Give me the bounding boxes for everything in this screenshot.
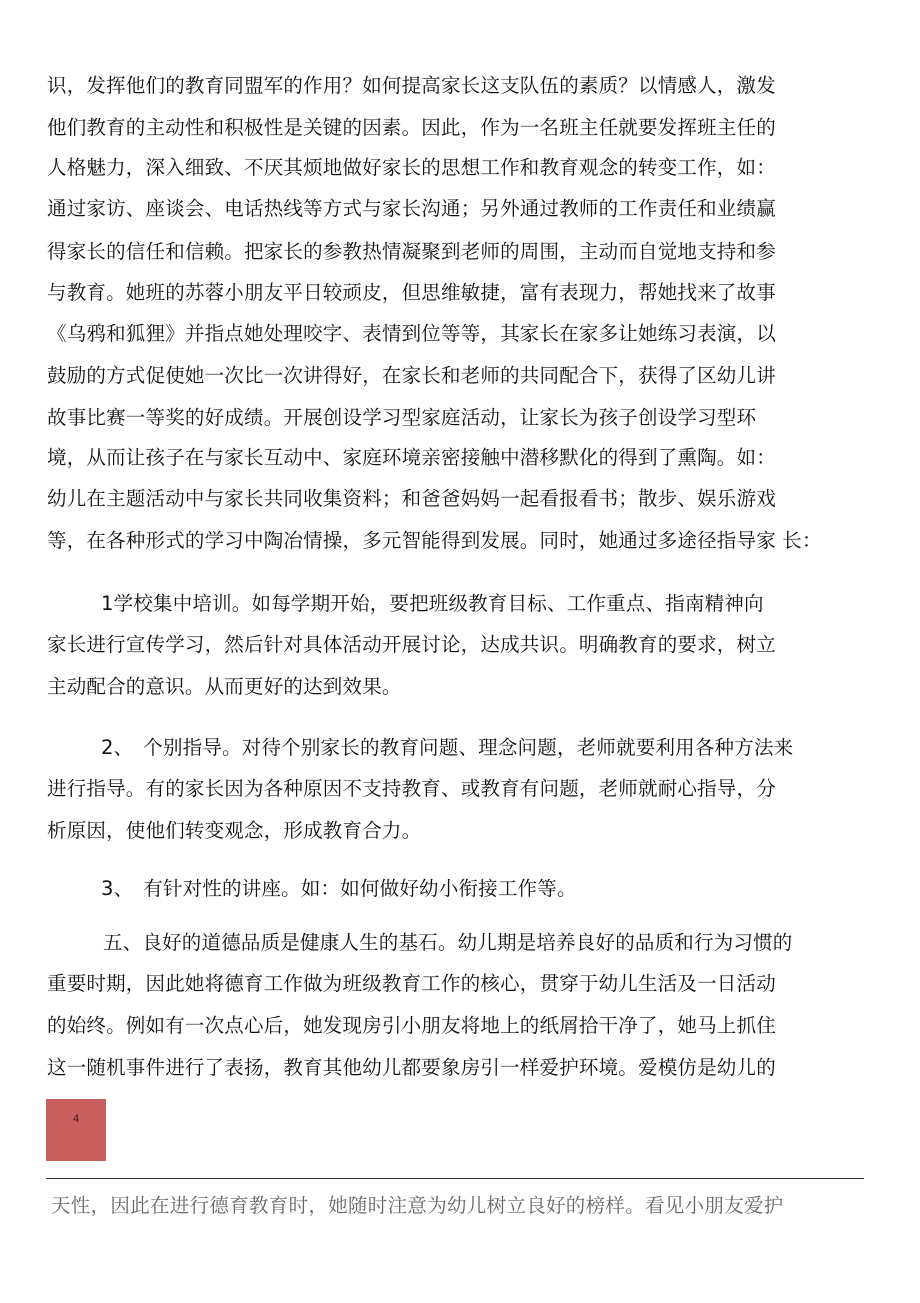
paragraph-line: 故事比赛一等奖的好成绩。开展创设学习型家庭活动，让家长为孩子创设学习型环 (47, 406, 757, 429)
page-number-badge (46, 1099, 106, 1161)
paragraph-line: 人格魅力，深入细致、不厌其烦地做好家长的思想工作和教育观念的转变工作，如： (47, 156, 776, 179)
paragraph-line: 进行指导。有的家长因为各种原因不支持教育、或教育有问题，老师就耐心指导，分 (47, 777, 776, 800)
list-item-line: 2、 个别指导。对待个别家长的教育问题、理念问题，老师就要利用各种方法来 (101, 736, 794, 759)
list-item-line: 1学校集中培训。如每学期开始，要把班级教育目标、工作重点、指南精神向 (101, 592, 764, 615)
paragraph-line: 的始终。例如有一次点心后，她发现房引小朋友将地上的纸屑拾干净了，她马上抓住 (47, 1014, 776, 1037)
paragraph-line: 重要时期，因此她将德育工作做为班级教育工作的核心，贯穿于幼儿生活及一日活动 (47, 972, 776, 995)
paragraph-line: 得家长的信任和信赖。把家长的参教热情凝聚到老师的周围，主动而自觉地支持和参 (47, 240, 776, 263)
paragraph-line: 与教育。她班的苏蓉小朋友平日较顽皮，但思维敏捷，富有表现力，帮她找来了故事 (47, 281, 776, 304)
next-page-line: 天性，因此在进行德育教育时，她随时注意为幼儿树立良好的榜样。看见小朋友爱护 (51, 1194, 784, 1217)
paragraph-line: 主动配合的意识。从而更好的达到效果。 (47, 675, 402, 698)
list-item-line: 3、 有针对性的讲座。如：如何做好幼小衔接工作等。 (101, 877, 577, 900)
paragraph-line: 鼓励的方式促使她一次比一次讲得好，在家长和老师的共同配合下，获得了区幼儿讲 (47, 364, 776, 387)
paragraph-line: 幼儿在主题活动中与家长共同收集资料；和爸爸妈妈一起看报看书；散步、娱乐游戏 (47, 487, 776, 510)
paragraph-line: 家长进行宣传学习，然后针对具体活动开展讨论，达成共识。明确教育的要求，树立 (47, 633, 776, 656)
paragraph-line: 等，在各种形式的学习中陶冶情操，多元智能得到发展。同时，她通过多途径指导家 长： (47, 529, 822, 552)
page-number: 4 (73, 1113, 80, 1125)
page-divider (46, 1178, 864, 1179)
paragraph-line: 境，从而让孩子在与家长互动中、家庭环境亲密接触中潜移默化的得到了熏陶。如： (47, 446, 776, 469)
paragraph-line: 这一随机事件进行了表扬，教育其他幼儿都要象房引一样爱护环境。爱模仿是幼儿的 (47, 1056, 776, 1079)
paragraph-line: 他们教育的主动性和积极性是关键的因素。因此，作为一名班主任就要发挥班主任的 (47, 116, 776, 139)
paragraph-line: 通过家访、座谈会、电话热线等方式与家长沟通；另外通过教师的工作责任和业绩赢 (47, 197, 776, 220)
section-heading-line: 五、良好的道德品质是健康人生的基石。幼儿期是培养良好的品质和行为习惯的 (103, 931, 793, 954)
paragraph-line: 析原因，使他们转变观念，形成教育合力。 (47, 819, 422, 842)
paragraph-line: 识，发挥他们的教育同盟军的作用？如何提高家长这支队伍的素质？以情感人，激发 (47, 74, 776, 97)
paragraph-line: 《乌鸦和狐狸》并指点她处理咬字、表情到位等等，其家长在家多让她练习表演，以 (47, 322, 776, 345)
